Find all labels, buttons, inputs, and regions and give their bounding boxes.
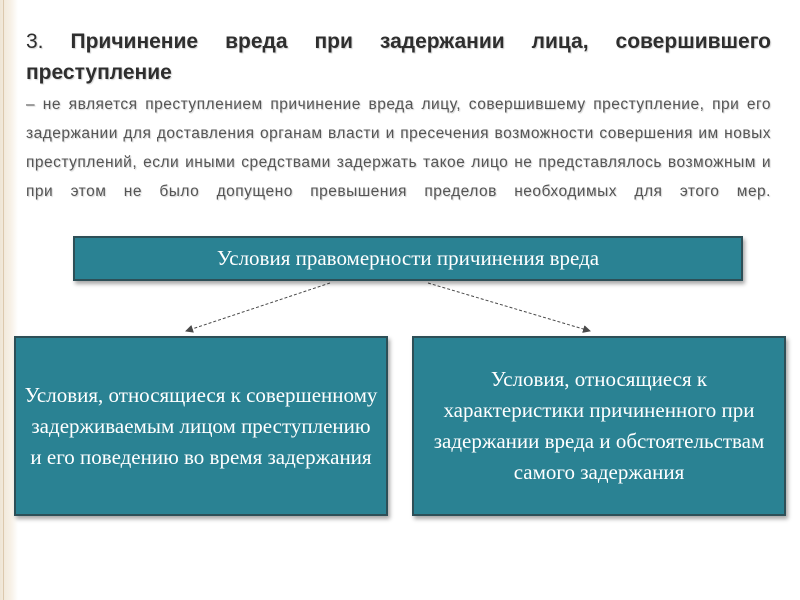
conditions-root-label: Условия правомерности причинения вреда <box>216 246 600 270</box>
heading-title: Причинение вреда при задержании лица, совершившего преступление <box>26 30 771 84</box>
arrow-to-left-box <box>186 283 330 331</box>
conditions-left-box <box>14 336 388 516</box>
definition-text: – не является преступлением причинение вреда лицу, совершившему преступление, при его задержании для доставления органам власти и пресечения возможности совершения им новых преступлений, если иными средствами задержать такое лицо не представлялось возможным и при этом не было допущено превышения пределов необходимых для этого мер. <box>26 96 771 200</box>
heading-number: 3. <box>26 30 44 53</box>
conditions-right-label: Условия, относящиеся к характеристики причиненного при задержании вреда и обстоятельствам самого задержания <box>433 367 765 484</box>
conditions-right-box <box>412 336 786 516</box>
conditions-left-label: Условия, относящиеся к совершенному задерживаемым лицом преступлению и его поведению во время задержания <box>24 382 378 469</box>
conditions-root-box <box>73 236 743 281</box>
arrow-to-right-box <box>428 283 590 331</box>
